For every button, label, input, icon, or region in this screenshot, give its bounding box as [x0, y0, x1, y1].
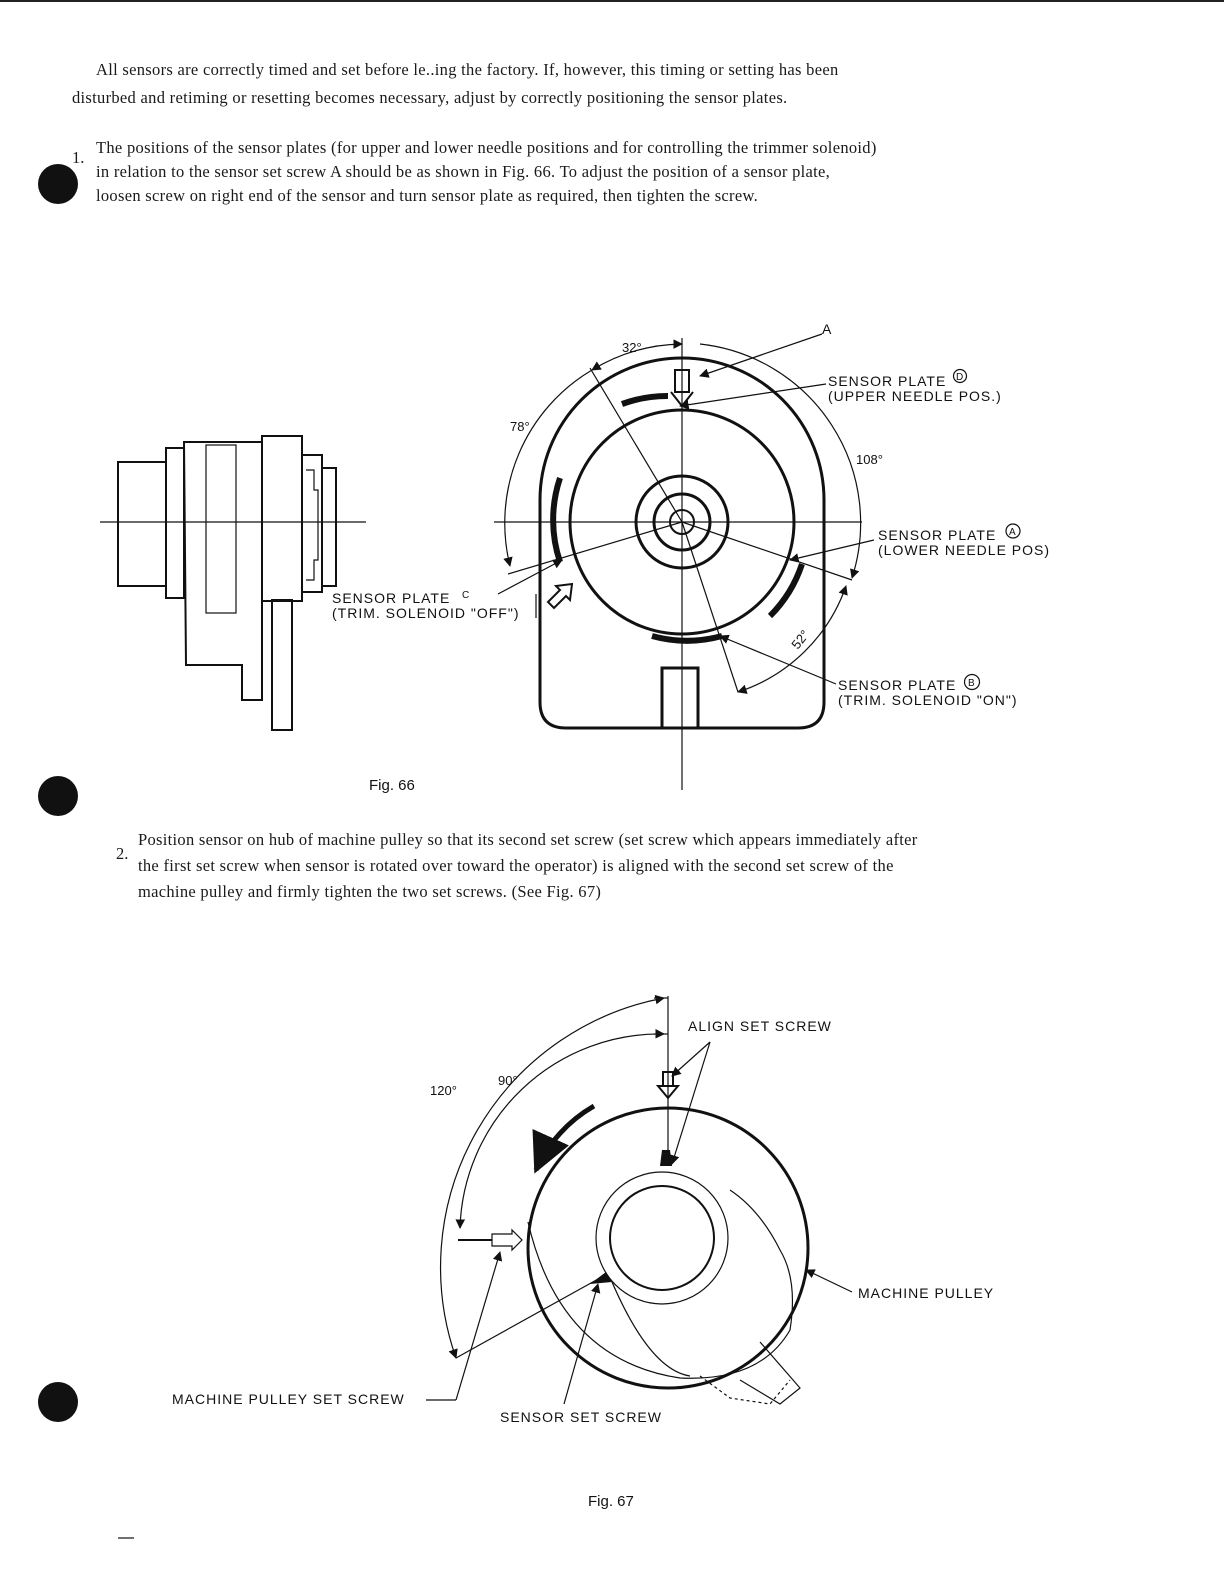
fig66-caption: Fig. 66 — [369, 777, 415, 794]
fig66-angle-78: 78° — [510, 419, 530, 434]
fig67-machine-pulley-label: MACHINE PULLEY — [858, 1285, 995, 1301]
fig66-angle-108: 108° — [856, 452, 883, 467]
fig67-angle-90: 90° — [498, 1073, 518, 1088]
fig67-caption: Fig. 67 — [588, 1493, 634, 1510]
fig66-angle-32: 32° — [622, 340, 642, 355]
fig66-side-view — [100, 436, 366, 730]
step-1-line-3: loosen screw on right end of the sensor and turn sensor plate as required, then tighten the screw. — [96, 186, 759, 205]
fig66-plate-b-mark: B — [968, 678, 976, 689]
fig67-hub-outer — [596, 1172, 728, 1304]
fig66-angle-52: 52° — [788, 627, 813, 652]
fig66-plate-c-desc: (TRIM. SOLENOID "OFF") — [332, 605, 520, 621]
fig67-hub-inner — [610, 1186, 714, 1290]
fig66-plate-d-title: SENSOR PLATE — [828, 373, 947, 389]
step-2-line-1: Position sensor on hub of machine pulley so that its second set screw (set screw which appears immediately after — [138, 830, 918, 849]
step-2-line-2: the first set screw when sensor is rotated over toward the operator) is aligned with the second set screw of the — [138, 856, 894, 875]
fig66-plate-b-desc: (TRIM. SOLENOID "ON") — [838, 692, 1018, 708]
intro-line-2: disturbed and retiming or resetting becomes necessary, adjust by correctly positioning the sensor plates. — [72, 88, 788, 107]
fig67-pulley-set-screw-label: MACHINE PULLEY SET SCREW — [172, 1391, 405, 1407]
fig66-plate-b-title: SENSOR PLATE — [838, 677, 957, 693]
fig67-angle-120: 120° — [430, 1083, 457, 1098]
fig66-plate-a-desc: (LOWER NEEDLE POS) — [878, 542, 1051, 558]
fig67-diagram — [172, 996, 994, 1510]
fig66-front-view — [494, 334, 874, 790]
fig66-plate-d-desc: (UPPER NEEDLE POS.) — [828, 388, 1002, 404]
fig66-plate-c-title: SENSOR PLATE — [332, 590, 451, 606]
step-1-number: 1. — [72, 148, 85, 167]
fig66-plate-a-mark: A — [1009, 527, 1017, 538]
fig66-diagram — [100, 321, 1050, 794]
fig67-sensor-set-screw-label: SENSOR SET SCREW — [500, 1409, 662, 1425]
fig66-label-a: A — [822, 321, 833, 337]
fig66-plate-d-mark: D — [956, 372, 965, 383]
step-2-number: 2. — [116, 844, 129, 863]
step-2-line-3: machine pulley and firmly tighten the two set screws. (See Fig. 67) — [138, 882, 602, 901]
step-1-line-2: in relation to the sensor set screw A should be as shown in Fig. 66. To adjust the position of a sensor plate, — [96, 162, 831, 181]
fig67-align-label: ALIGN SET SCREW — [688, 1018, 832, 1034]
intro-line-1: All sensors are correctly timed and set before le..ing the factory. If, however, this timing or setting has been — [96, 60, 839, 79]
fig66-plate-a-title: SENSOR PLATE — [878, 527, 997, 543]
step-1-line-1: The positions of the sensor plates (for upper and lower needle positions and for controlling the trimmer solenoid) — [96, 138, 877, 157]
fig66-plate-c-mark: C — [462, 590, 471, 601]
